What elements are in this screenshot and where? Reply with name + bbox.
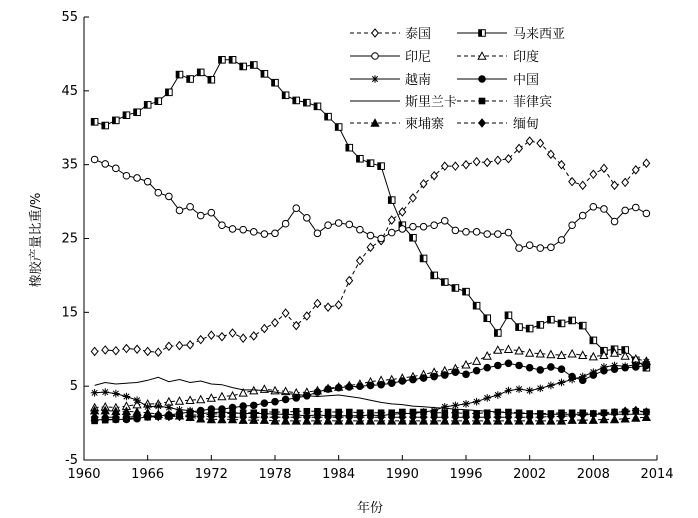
data-point bbox=[367, 160, 374, 167]
data-point bbox=[240, 403, 247, 410]
data-point bbox=[505, 345, 513, 352]
data-point bbox=[495, 362, 502, 369]
data-point bbox=[197, 212, 204, 219]
data-point bbox=[293, 205, 300, 212]
data-point bbox=[229, 329, 236, 337]
data-point bbox=[112, 390, 120, 398]
data-point bbox=[473, 158, 480, 166]
data-point bbox=[526, 242, 533, 249]
data-point bbox=[463, 371, 470, 378]
data-point bbox=[144, 347, 151, 355]
data-point bbox=[282, 309, 289, 317]
data-point bbox=[452, 402, 460, 410]
data-point bbox=[219, 333, 226, 341]
legend-label: 印尼 bbox=[405, 50, 432, 65]
data-point bbox=[483, 394, 491, 402]
legend bbox=[350, 26, 565, 132]
data-point bbox=[240, 63, 247, 70]
data-point bbox=[558, 366, 565, 373]
legend-label: 印度 bbox=[513, 50, 540, 65]
y-tick-label: 35 bbox=[61, 157, 78, 173]
data-point bbox=[91, 119, 98, 126]
data-point bbox=[102, 346, 109, 354]
data-point bbox=[335, 124, 342, 131]
legend-entry bbox=[350, 26, 431, 42]
x-tick-label: 1960 bbox=[67, 467, 101, 482]
data-point bbox=[155, 98, 162, 105]
y-tick-label: -5 bbox=[65, 453, 78, 468]
legend-label: 中国 bbox=[513, 73, 540, 88]
x-tick-label: 2002 bbox=[513, 467, 547, 482]
data-point bbox=[410, 376, 417, 383]
data-point bbox=[282, 220, 289, 227]
data-point bbox=[388, 197, 395, 204]
data-point bbox=[346, 384, 353, 391]
data-point bbox=[495, 156, 502, 164]
data-point bbox=[441, 279, 448, 286]
data-point bbox=[420, 223, 427, 230]
data-point bbox=[325, 222, 332, 229]
data-point bbox=[133, 396, 141, 404]
data-point bbox=[505, 387, 513, 395]
data-point bbox=[579, 322, 586, 329]
data-point bbox=[431, 272, 438, 279]
data-point bbox=[463, 288, 470, 295]
data-point bbox=[441, 162, 448, 170]
data-point bbox=[304, 215, 311, 222]
data-point bbox=[526, 387, 534, 395]
data-point bbox=[548, 364, 555, 371]
data-point bbox=[113, 165, 120, 172]
legend-marker bbox=[479, 98, 485, 104]
data-point bbox=[515, 385, 523, 393]
data-point bbox=[420, 255, 427, 262]
data-point bbox=[548, 316, 555, 323]
legend-label: 泰国 bbox=[405, 27, 432, 42]
data-point bbox=[441, 217, 448, 224]
data-point bbox=[410, 234, 417, 241]
data-point bbox=[176, 207, 183, 214]
data-point bbox=[463, 229, 470, 236]
data-point bbox=[611, 218, 618, 225]
data-point bbox=[378, 163, 385, 170]
data-point bbox=[272, 398, 279, 405]
data-point bbox=[516, 324, 523, 331]
data-point bbox=[505, 229, 512, 236]
data-point bbox=[495, 231, 502, 238]
data-point bbox=[176, 71, 183, 78]
data-point bbox=[473, 398, 481, 406]
data-point bbox=[547, 382, 555, 390]
data-point bbox=[473, 229, 480, 236]
data-point bbox=[113, 347, 120, 355]
data-point bbox=[399, 378, 406, 385]
data-point bbox=[304, 99, 311, 106]
data-point bbox=[144, 102, 151, 109]
data-point bbox=[399, 226, 406, 233]
data-point bbox=[357, 383, 364, 390]
data-point bbox=[123, 393, 131, 401]
data-point bbox=[643, 210, 650, 217]
data-point bbox=[378, 235, 385, 242]
data-point bbox=[441, 372, 448, 379]
data-point bbox=[314, 389, 321, 396]
data-point bbox=[473, 367, 480, 374]
data-point bbox=[282, 396, 289, 403]
series-1 bbox=[91, 137, 649, 356]
data-point bbox=[293, 97, 300, 104]
legend-entry bbox=[457, 49, 539, 65]
data-point bbox=[261, 400, 268, 407]
data-point bbox=[134, 175, 141, 182]
data-point bbox=[569, 317, 576, 324]
data-point bbox=[569, 222, 576, 229]
data-point bbox=[537, 367, 544, 374]
data-point bbox=[229, 226, 236, 233]
legend-entry bbox=[457, 94, 552, 110]
data-point bbox=[314, 230, 321, 237]
data-point bbox=[473, 302, 480, 309]
data-point bbox=[452, 162, 459, 170]
legend-label: 越南 bbox=[405, 73, 432, 88]
data-point bbox=[187, 341, 194, 349]
data-point bbox=[250, 62, 257, 69]
data-point bbox=[208, 76, 215, 83]
data-point bbox=[526, 349, 534, 356]
data-point bbox=[367, 232, 374, 239]
data-point bbox=[537, 245, 544, 252]
data-point bbox=[272, 79, 279, 86]
data-point bbox=[431, 172, 438, 180]
legend-label: 缅甸 bbox=[513, 117, 540, 132]
data-point bbox=[601, 164, 608, 172]
data-point bbox=[632, 364, 639, 371]
data-point bbox=[101, 388, 109, 396]
data-point bbox=[462, 361, 470, 368]
x-axis-label: 年份 bbox=[356, 501, 384, 516]
data-point bbox=[91, 389, 99, 397]
data-point bbox=[410, 223, 417, 230]
data-point bbox=[134, 109, 141, 116]
y-axis-label: 橡胶产量比重/% bbox=[29, 192, 44, 288]
legend-label: 柬埔寨 bbox=[405, 117, 445, 132]
data-point bbox=[388, 216, 395, 224]
data-point bbox=[452, 285, 459, 292]
data-point bbox=[495, 330, 502, 337]
data-point bbox=[494, 391, 502, 399]
legend-label: 马来西亚 bbox=[513, 27, 566, 42]
y-tick-label: 45 bbox=[61, 83, 78, 99]
x-tick-label: 1972 bbox=[194, 467, 228, 482]
data-point bbox=[483, 352, 491, 359]
data-point bbox=[346, 277, 353, 285]
data-point bbox=[325, 113, 332, 120]
data-point bbox=[219, 222, 226, 229]
data-point bbox=[272, 319, 279, 327]
data-point bbox=[187, 203, 194, 210]
data-point bbox=[357, 226, 364, 233]
data-point bbox=[261, 71, 268, 78]
legend-marker bbox=[372, 29, 379, 37]
y-tick-label: 15 bbox=[61, 305, 78, 321]
data-point bbox=[558, 320, 565, 327]
series-3 bbox=[91, 156, 649, 251]
data-point bbox=[346, 144, 353, 151]
data-point bbox=[229, 57, 236, 64]
data-point bbox=[484, 315, 491, 322]
data-point bbox=[91, 347, 98, 355]
data-point bbox=[516, 245, 523, 252]
legend-marker bbox=[372, 53, 379, 60]
data-point bbox=[590, 203, 597, 210]
series-layer bbox=[91, 57, 650, 425]
data-point bbox=[166, 89, 173, 96]
data-point bbox=[378, 381, 385, 388]
data-point bbox=[229, 404, 236, 411]
x-tick-label: 1978 bbox=[258, 467, 292, 482]
data-point bbox=[410, 194, 417, 202]
data-point bbox=[176, 342, 183, 350]
data-point bbox=[208, 331, 215, 339]
data-point bbox=[484, 158, 491, 166]
data-point bbox=[537, 322, 544, 329]
data-point bbox=[346, 221, 353, 228]
data-point bbox=[91, 156, 98, 163]
data-point bbox=[388, 380, 395, 387]
data-point bbox=[431, 373, 438, 380]
data-point bbox=[601, 367, 608, 374]
data-point bbox=[505, 312, 512, 319]
legend-marker bbox=[479, 76, 486, 83]
data-point bbox=[123, 172, 130, 179]
x-tick-label: 2014 bbox=[640, 467, 674, 482]
data-point bbox=[155, 189, 162, 196]
data-point bbox=[643, 362, 650, 369]
data-point bbox=[579, 377, 586, 384]
legend-entry bbox=[457, 72, 539, 88]
y-tick-label: 25 bbox=[61, 231, 78, 247]
data-point bbox=[388, 229, 395, 236]
data-point bbox=[357, 155, 364, 162]
legend-entry bbox=[457, 26, 565, 42]
data-point bbox=[505, 360, 512, 367]
data-point bbox=[622, 364, 629, 371]
data-point bbox=[197, 336, 204, 344]
data-point bbox=[579, 181, 586, 189]
data-point bbox=[166, 193, 173, 200]
x-tick-label: 2008 bbox=[576, 467, 610, 482]
data-point bbox=[473, 357, 481, 364]
data-point bbox=[431, 222, 438, 229]
data-point bbox=[590, 372, 597, 379]
data-point bbox=[250, 332, 257, 340]
legend-entry bbox=[350, 50, 431, 65]
data-point bbox=[526, 325, 533, 332]
data-point bbox=[632, 204, 639, 211]
data-point bbox=[166, 342, 173, 350]
data-point bbox=[590, 337, 597, 344]
data-point bbox=[420, 375, 427, 382]
data-point bbox=[187, 76, 194, 83]
data-point bbox=[219, 57, 226, 64]
data-point bbox=[452, 227, 459, 234]
data-point bbox=[154, 402, 162, 410]
data-point bbox=[558, 237, 565, 244]
data-point bbox=[102, 122, 109, 129]
data-point bbox=[622, 207, 629, 214]
data-point bbox=[463, 161, 470, 169]
data-point bbox=[261, 231, 268, 238]
x-tick-label: 1990 bbox=[385, 467, 419, 482]
data-point bbox=[537, 139, 544, 147]
legend-marker bbox=[479, 30, 486, 37]
y-tick-label: 5 bbox=[69, 379, 78, 395]
data-point bbox=[197, 69, 204, 76]
legend-label: 菲律宾 bbox=[513, 95, 553, 110]
data-point bbox=[601, 206, 608, 213]
data-point bbox=[155, 348, 162, 356]
data-point bbox=[622, 178, 629, 186]
legend-marker bbox=[371, 75, 379, 83]
data-point bbox=[568, 350, 576, 357]
data-point bbox=[218, 393, 226, 400]
data-point bbox=[208, 209, 215, 216]
data-point bbox=[611, 366, 618, 373]
data-point bbox=[558, 379, 566, 387]
x-tick-label: 1996 bbox=[449, 467, 483, 482]
legend-entry bbox=[457, 117, 539, 132]
legend-label: 斯里兰卡 bbox=[405, 95, 458, 110]
data-point bbox=[123, 112, 130, 119]
data-point bbox=[611, 181, 618, 189]
data-point bbox=[526, 137, 533, 145]
data-point bbox=[325, 386, 332, 393]
data-point bbox=[197, 396, 205, 403]
data-point bbox=[452, 369, 459, 376]
data-point bbox=[293, 395, 300, 402]
data-point bbox=[123, 345, 130, 353]
data-point bbox=[590, 170, 597, 178]
data-point bbox=[335, 384, 342, 391]
data-point bbox=[250, 229, 257, 236]
data-point bbox=[240, 334, 247, 342]
legend-entry bbox=[350, 94, 457, 110]
x-tick-label: 1984 bbox=[322, 467, 356, 482]
data-point bbox=[335, 220, 342, 227]
data-point bbox=[462, 400, 470, 408]
data-point bbox=[484, 231, 491, 238]
data-point bbox=[250, 402, 257, 409]
data-point bbox=[176, 397, 184, 404]
legend-entry bbox=[350, 116, 444, 132]
data-point bbox=[240, 226, 247, 233]
y-tick-label: 55 bbox=[61, 10, 78, 25]
data-point bbox=[357, 257, 364, 265]
data-point bbox=[643, 159, 650, 167]
data-point bbox=[113, 117, 120, 124]
data-point bbox=[484, 364, 491, 371]
data-point bbox=[579, 212, 586, 219]
data-point bbox=[526, 364, 533, 371]
data-point bbox=[282, 92, 289, 99]
legend-marker bbox=[479, 119, 486, 127]
data-point bbox=[516, 362, 523, 369]
data-point bbox=[272, 230, 279, 237]
x-tick-label: 1966 bbox=[131, 467, 165, 482]
data-point bbox=[547, 351, 555, 358]
series-2 bbox=[91, 57, 649, 371]
data-point bbox=[134, 345, 141, 353]
data-point bbox=[261, 325, 268, 333]
legend-entry bbox=[350, 72, 431, 88]
data-point bbox=[367, 382, 374, 389]
data-point bbox=[569, 373, 576, 380]
data-point bbox=[548, 244, 555, 251]
data-point bbox=[144, 178, 151, 185]
data-point bbox=[102, 161, 109, 168]
data-point bbox=[325, 303, 332, 311]
data-point bbox=[314, 103, 321, 110]
data-point bbox=[536, 385, 544, 393]
series-4 bbox=[91, 345, 650, 410]
data-point bbox=[335, 301, 342, 309]
